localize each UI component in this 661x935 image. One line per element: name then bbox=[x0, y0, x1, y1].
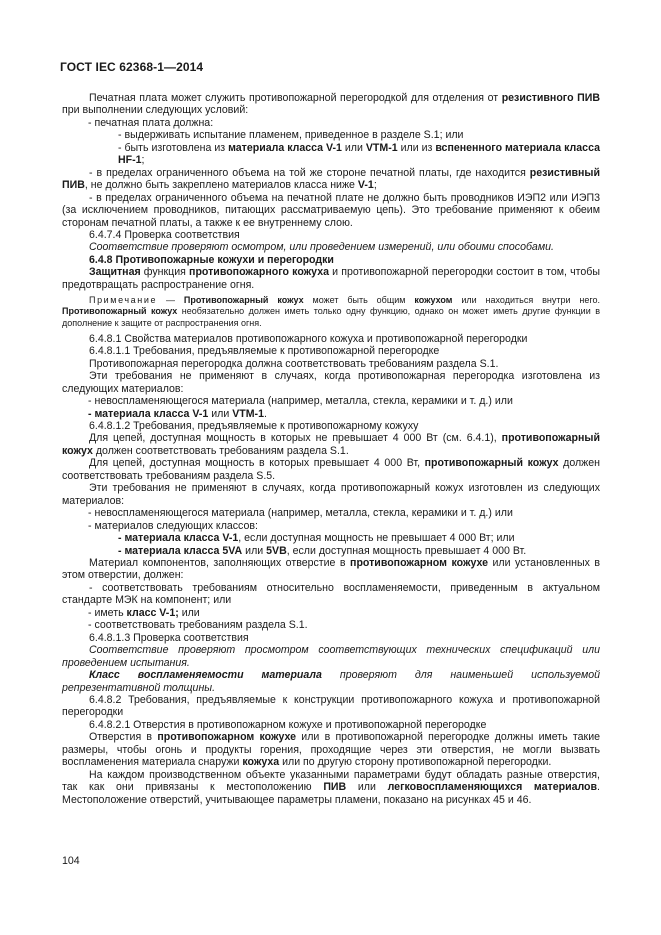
list-item: - в пределах ограниченного объема на печатной плате не должно быть проводников ИЭП2 или ИЭП3 (за исключением проводников, питающих рассматриваемую цепь). Это требование применяют к обеим сторонам печатной платы, а также к ее внутреннему слою. bbox=[62, 191, 600, 229]
list-item: - в пределах ограниченного объема на той же стороне печатной платы, где находится резистивный ПИВ, не должно быть закреплено материалов класса ниже V-1; bbox=[62, 166, 600, 192]
section-heading: 6.4.7.4 Проверка соответствия bbox=[89, 228, 240, 241]
document-body bbox=[62, 92, 600, 806]
paragraph: Материал компонентов, заполняющих отверстие в противопожарном кожухе или установленных в этом отверстии, должен: bbox=[62, 557, 600, 582]
section-heading: 6.4.8.1 Свойства материалов противопожарного кожуха и противопожарной перегородки bbox=[89, 332, 528, 345]
compliance-statement: Соответствие проверяют просмотром соответствующих технических спецификаций или проведением испытания. bbox=[62, 644, 600, 669]
list-item: - материалов следующих классов: bbox=[88, 519, 258, 532]
compliance-statement: Соответствие проверяют осмотром, или проведением измерений, или обоими способами. bbox=[89, 241, 554, 254]
list-item: - соответствовать требованиям относительно воспламеняемости, приведенным в актуальном стандарте МЭК на компонент; или bbox=[62, 581, 600, 607]
note-label: Примечание bbox=[89, 295, 158, 306]
list-item: - невоспламеняющегося материала (например, металла, стекла, керамики и т. д.) или bbox=[88, 395, 513, 408]
section-heading: 6.4.8.1.1 Требования, предъявляемые к противопожарной перегородке bbox=[89, 345, 440, 358]
list-item: - печатная плата должна: bbox=[88, 116, 214, 129]
list-item: - невоспламеняющегося материала (например, металла, стекла, керамики и т. д.) или bbox=[88, 507, 513, 520]
paragraph: Для цепей, доступная мощность в которых не превышает 4 000 Вт (см. 6.4.1), противопожарный кожух должен соответствовать требованиям раздела S.1. bbox=[62, 432, 600, 457]
list-item: - быть изготовлена из материала класса V-1 или VTM-1 или из вспененного материала класса HF-1; bbox=[118, 141, 600, 167]
paragraph: Для цепей, доступная мощность в которых превышает 4 000 Вт, противопожарный кожух должен соответствовать требованиям раздела S.5. bbox=[62, 457, 600, 482]
paragraph: Печатная плата может служить противопожарной перегородкой для отделения от резистивного ПИВ при выполнении следующих условий: bbox=[62, 92, 601, 117]
list-item: - иметь класс V-1; или bbox=[88, 606, 200, 619]
paragraph: Эти требования не применяют в случаях, когда противопожарный кожух изготовлен из следующих материалов: bbox=[62, 482, 600, 507]
note: Примечание — Противопожарный кожух может быть общим кожухом или находиться внутри него. Противопожарный кожух необязательно должен иметь только одну функцию, однако он может иметь другие функции в дополнение к защите от распространения огня. bbox=[62, 295, 600, 328]
list-item: - материала класса 5VA или 5VB, если доступная мощность превышает 4 000 Вт. bbox=[118, 544, 527, 557]
paragraph: Эти требования не применяют в случаях, когда противопожарная перегородка изготовлена из следующих материалов: bbox=[62, 370, 600, 395]
section-heading: 6.4.8.1.2 Требования, предъявляемые к противопожарному кожуху bbox=[89, 420, 419, 433]
list-item: - материала класса V-1 или VTM-1. bbox=[88, 407, 267, 420]
list-item: - выдерживать испытание пламенем, приведенное в разделе S.1; или bbox=[118, 129, 464, 142]
section-heading: 6.4.8 Противопожарные кожухи и перегородки bbox=[89, 253, 334, 266]
section-heading: 6.4.8.2.1 Отверстия в противопожарном кожухе и противопожарной перегородке bbox=[89, 718, 487, 731]
compliance-statement: Класс воспламеняемости материала проверяют для наименьшей используемой репрезентативной толщины. bbox=[62, 669, 600, 694]
section-heading: 6.4.8.2 Требования, предъявляемые к конструкции противопожарного кожуха и противопожарной перегородки bbox=[62, 694, 600, 719]
paragraph: Защитная функция противопожарного кожуха и противопожарной перегородки состоит в том, чтобы предотвращать распространение огня. bbox=[62, 266, 600, 291]
list-item: - материала класса V-1, если доступная мощность не превышает 4 000 Вт; или bbox=[118, 532, 515, 545]
paragraph: Противопожарная перегородка должна соответствовать требованиям раздела S.1. bbox=[89, 357, 499, 370]
list-item: - соответствовать требованиям раздела S.1. bbox=[88, 619, 308, 632]
page-number: 104 bbox=[62, 855, 80, 867]
document-header: ГОСТ IEC 62368-1—2014 bbox=[60, 60, 204, 74]
paragraph: Отверстия в противопожарном кожухе или в противопожарной перегородке должны иметь такие размеры, чтобы огонь и продукты горения, проходящие через эти отверстия, не могли вызвать воспламенения материала снаружи кожуха или по другую сторону противопожарной перегородки. bbox=[62, 731, 601, 769]
paragraph: На каждом производственном объекте указанными параметрами будут обладать разные отверстия, так как они привязаны к местоположению ПИВ или легковоспламеняющихся материалов. Местоположение отверстий, учитывающее параметры пламени, показано на рисунках 45 и 46. bbox=[62, 768, 600, 806]
section-heading: 6.4.8.1.3 Проверка соответствия bbox=[89, 631, 249, 644]
